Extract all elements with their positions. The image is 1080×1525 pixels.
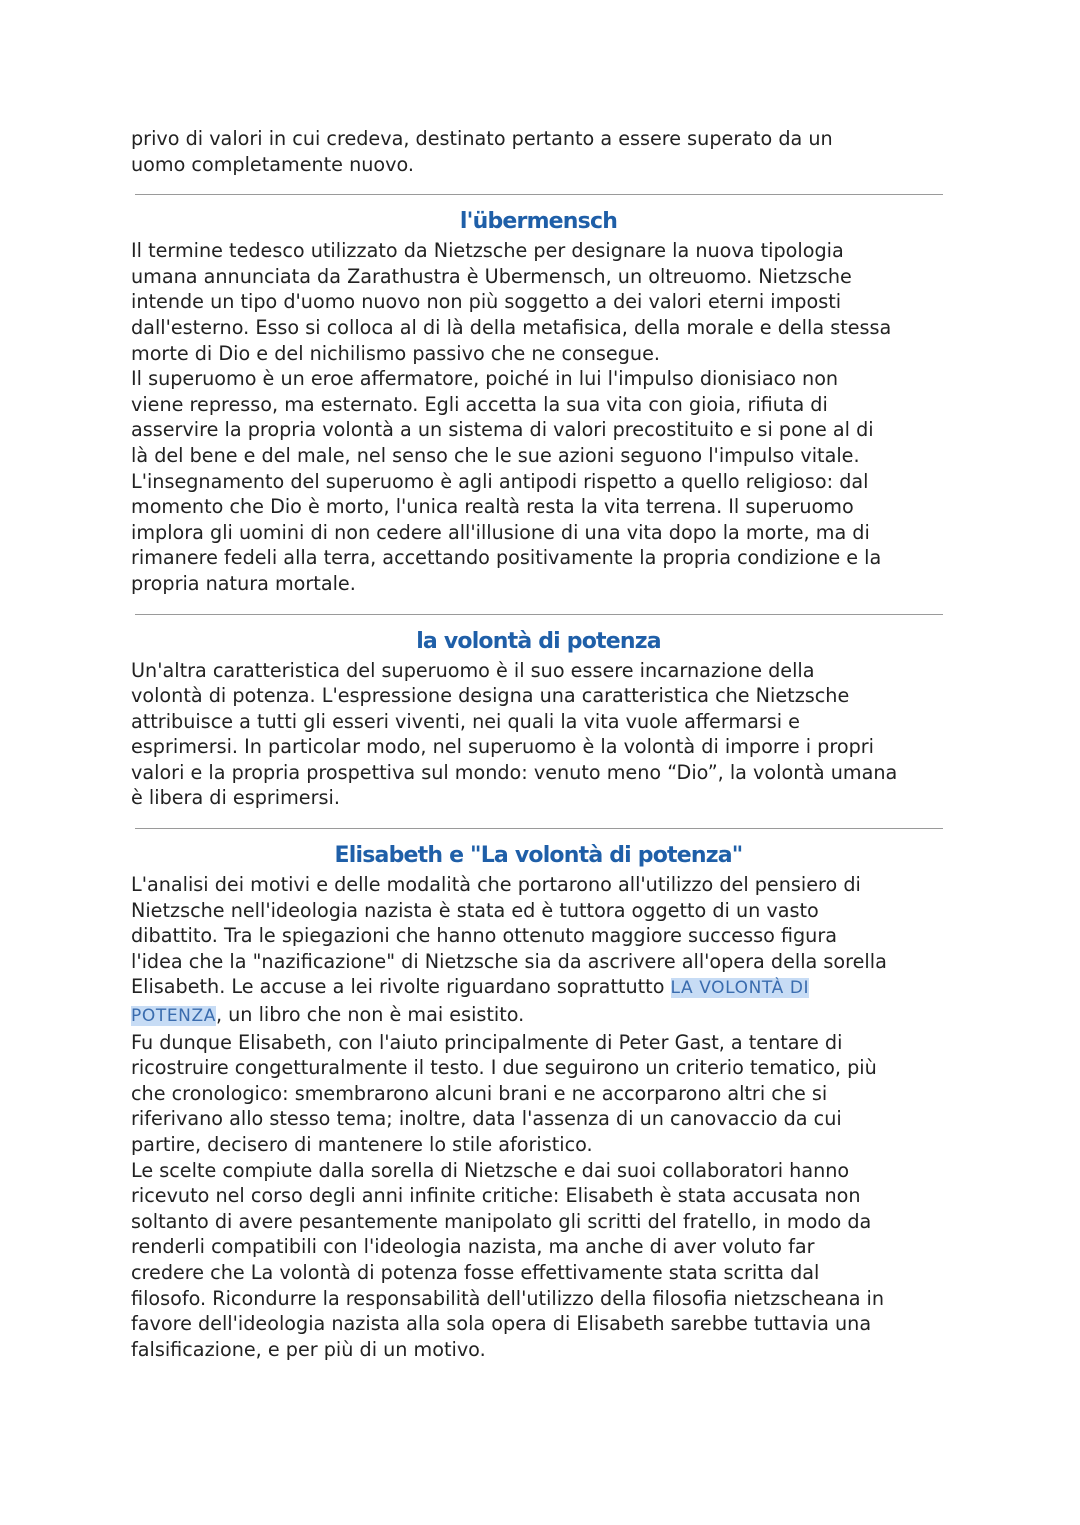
text-line: attribuisce a tutti gli esseri viventi, nei quali la vita vuole affermarsi e [131,709,800,733]
text-line: implora gli uomini di non cedere all'illusione di una vita dopo la morte, ma di [131,520,870,544]
section-heading-elisabeth: Elisabeth e "La volontà di potenza" [334,843,743,869]
text-line: ricevuto nel corso degli anni infinite critiche: Elisabeth è stata accusata non [131,1184,861,1208]
text-line: umana annunciata da Zarathustra è Ubermensch, un oltreuomo. Nietzsche [131,264,852,288]
text-line: là del bene e del male, nel senso che le sue azioni seguono l'impulso vitale. [131,443,860,467]
text-line: morte di Dio e del nichilismo passivo che ne consegue. [131,341,660,365]
text-line: filosofo. Ricondurre la responsabilità dell'utilizzo della filosofia nietzscheana in [131,1286,885,1310]
text-line: rimanere fedeli alla terra, accettando positivamente la propria condizione e la [131,546,882,570]
text-line: l'idea che la "nazificazione" di Nietzsche sia da ascrivere all'opera della sorella [131,949,887,973]
section-divider [135,194,943,195]
text-line: Le scelte compiute dalla sorella di Nietzsche e dai suoi collaboratori hanno [131,1158,850,1182]
text-line: L'analisi dei motivi e delle modalità che portarono all'utilizzo del pensiero di [131,873,861,897]
text-line-with-highlight [131,974,946,1002]
volonta-paragraph [131,658,946,812]
text-line: intende un tipo d'uomo nuovo non più soggetto a dei valori eterni imposti [131,290,842,314]
text-line: volontà di potenza. L'espressione designa una caratteristica che Nietzsche [131,684,850,708]
text-line: falsificazione, e per più di un motivo. [131,1337,486,1361]
text-line: soltanto di avere pesantemente manipolato gli scritti del fratello, in modo da [131,1209,872,1233]
highlighted-title[interactable]: LA VOLONTÀ DI [670,978,810,999]
text-line: esprimersi. In particolar modo, nel superuomo è la volontà di imporre i propri [131,735,874,759]
highlighted-title[interactable]: POTENZA [131,1006,216,1027]
section-heading-ubermensch: l'übermensch [459,209,618,235]
text-line: viene represso, ma esternato. Egli accetta la sua vita con gioia, rifiuta di [131,392,828,416]
text-line: credere che La volontà di potenza fosse effettivamente stata scritta dal [131,1260,820,1284]
text-line: Nietzsche nell'ideologia nazista è stata ed è tuttora oggetto di un vasto [131,898,819,922]
section-divider [135,614,943,615]
text-line: valori e la propria prospettiva sul mondo: venuto meno “Dio”, la volontà umana [131,760,898,784]
text-line: riferivano allo stesso tema; inoltre, data l'assenza di un canovaccio da cui [131,1107,842,1131]
text-line: partire, decisero di mantenere lo stile aforistico. [131,1133,593,1156]
text-line: Fu dunque Elisabeth, con l'aiuto principalmente di Peter Gast, a tentare di [131,1030,843,1054]
text-line: è libera di esprimersi. [131,786,340,810]
section-heading-volonta: la volontà di potenza [416,628,661,654]
text-line: dibattito. Tra le spiegazioni che hanno ottenuto maggiore successo figura [131,924,837,948]
text-segment: , un libro che non è mai esistito. [215,1003,525,1027]
text-line: ricostruire congetturalmente il testo. I due seguirono un criterio tematico, più [131,1056,877,1080]
elisabeth-paragraph [131,872,946,1362]
text-line: privo di valori in cui credeva, destinato pertanto a essere superato da un [131,127,833,150]
text-line: Il superuomo è un eroe affermatore, poiché in lui l'impulso dionisiaco non [131,367,839,391]
text-line: Il termine tedesco utilizzato da Nietzsche per designare la nuova tipologia [131,239,844,263]
ubermensch-paragraph [131,238,946,596]
text-line: propria natura mortale. [131,571,356,595]
text-line: momento che Dio è morto, l'unica realtà resta la vita terrena. Il superuomo [131,495,854,519]
text-line: Un'altra caratteristica del superuomo è il suo essere incarnazione della [131,658,815,682]
text-line: favore dell'ideologia nazista alla sola opera di Elisabeth sarebbe tuttavia una [131,1312,872,1336]
document-page [131,126,946,1362]
intro-paragraph [131,126,946,177]
text-line: uomo completamente nuovo. [131,152,415,176]
text-line: asservire la propria volontà a un sistema di valori precostituito e si pone al di [131,418,874,442]
text-line: dall'esterno. Esso si colloca al di là della metafisica, della morale e della stessa [131,315,892,339]
text-line: che cronologico: smembrarono alcuni brani e ne accorparono altri che si [131,1081,828,1105]
text-line: renderli compatibili con l'ideologia nazista, ma anche di aver voluto far [131,1235,815,1259]
section-divider [135,828,943,829]
text-line-with-highlight [131,1002,946,1030]
text-segment: Elisabeth. Le accuse a lei rivolte riguardano soprattutto [131,975,671,999]
text-line: L'insegnamento del superuomo è agli antipodi rispetto a quello religioso: dal [131,469,869,493]
